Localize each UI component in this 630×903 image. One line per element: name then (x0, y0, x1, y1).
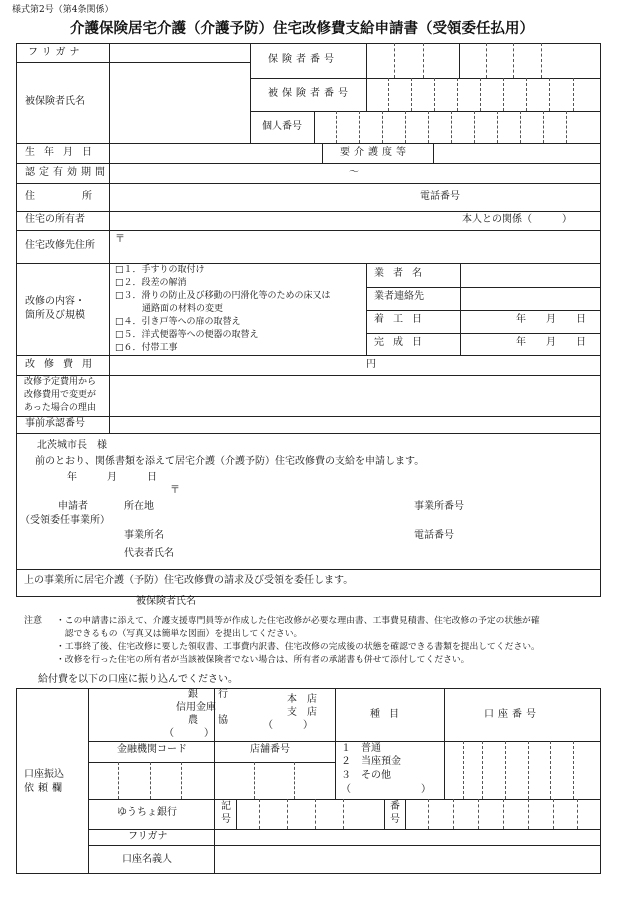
delegation-insured-name: 被保険者氏名 (136, 596, 196, 607)
renovation-address-label: 住宅改修先住所 (25, 240, 95, 251)
branch-type-branch[interactable]: 支 店 (287, 707, 317, 718)
account-type-other[interactable]: ３ その他 (341, 770, 391, 781)
account-holder-label: 口座名義人 (122, 854, 172, 865)
address-label: 住 所 (25, 191, 101, 202)
prior-approval-label: 事前承認番号 (25, 418, 85, 429)
renovation-item-4[interactable]: □４．引き戸等への扉の取替え (115, 317, 241, 327)
furigana-label: フリガナ (28, 47, 84, 58)
completion-date-label: 完成日 (374, 337, 431, 348)
postal-mark: 〒 (115, 234, 125, 245)
bank-type-other: （ ） (164, 728, 214, 739)
cert-period-label: 認定有効期間 (25, 167, 109, 178)
branch-type-main[interactable]: 本 店 (287, 694, 317, 705)
owner-label: 住宅の所有者 (25, 214, 85, 225)
representative-label: 代表者氏名 (124, 548, 174, 559)
account-type-current[interactable]: ２ 当座預金 (341, 756, 401, 767)
application-form-frame (16, 43, 601, 597)
account-no-header: 口座番号 (484, 709, 540, 720)
yen-unit: 円 (366, 359, 376, 370)
bank-type-shinkin[interactable]: 信用金庫 (176, 702, 216, 713)
note-3: ・改修を行った住宅の所有者が当該被保険者でない場合は、所有者の承諾書も併せて添付してください。 (56, 655, 470, 665)
bank-section-label-1: 口座振込 (24, 769, 64, 780)
note-2: ・工事終了後、住宅改修に要した領収書、工事費内訳書、住宅改修の完成後の状態を確認できる書類を提出してください。 (56, 642, 540, 652)
relation-label: 本人との関係（ ） (462, 214, 572, 225)
bank-type-bank[interactable]: 銀 行 (188, 689, 228, 700)
contractor-contact-label: 業者連絡先 (374, 291, 424, 302)
renovation-item-1[interactable]: □１．手すりの取付け (115, 265, 205, 275)
kigou-label-1: 記 (221, 801, 231, 812)
application-statement: 前のとおり、関係書類を添えて居宅介護（介護予防）住宅改修費の支給を申請します。 (35, 456, 425, 467)
completion-date-fmt: 年 月 日 (516, 337, 586, 348)
renovation-content-label-1: 改修の内容・ (25, 296, 85, 307)
applicant-postal: 〒 (170, 485, 180, 496)
bank-code-label: 金融機関コード (117, 744, 187, 755)
delegation-statement: 上の事業所に居宅介護（予防）住宅改修費の請求及び受領を委任します。 (24, 575, 354, 586)
change-reason-label-2: 改修費用で変更が (24, 390, 97, 400)
renovation-item-2[interactable]: □２．段差の解消 (115, 278, 187, 288)
kigou-label-2: 号 (221, 814, 231, 825)
account-type-ordinary[interactable]: １ 普通 (341, 743, 381, 754)
addressee: 北茨城市長 様 (37, 440, 107, 451)
office-name-label: 事業所名 (124, 530, 164, 541)
change-reason-label-1: 改修予定費用から (24, 377, 97, 387)
note-1: ・この申請書に添えて、介護支援専門員等が作成した住宅改修が必要な理由書、工事費見積書、住宅改修の予定の状態が確 (56, 616, 540, 626)
renovation-item-3-cont: 通路面の材料の変更 (115, 304, 224, 314)
application-date: 年 月 日 (67, 472, 157, 483)
phone-label: 電話番号 (420, 191, 460, 202)
insurer-no-label: 保険者番号 (268, 54, 338, 65)
bank-intro: 給付費を以下の口座に振り込んでください。 (38, 674, 238, 685)
cost-label: 改修費用 (25, 359, 101, 370)
bangou-label-1: 番 (390, 801, 400, 812)
contractor-label: 業者名 (374, 268, 431, 279)
bank-type-nokyo[interactable]: 農 協 (188, 715, 228, 726)
change-reason-label-3: あった場合の理由 (24, 403, 96, 413)
personal-no-label: 個人番号 (262, 121, 302, 132)
holder-furigana-label: フリガナ (128, 831, 168, 842)
account-type-other-spec: （ ） (341, 784, 431, 795)
renovation-item-3[interactable]: □３．滑りの防止及び移動の円滑化等のための床又は (115, 291, 331, 301)
notes-label: 注意 (24, 616, 43, 626)
bank-section-label-2: 依頼欄 (24, 783, 66, 794)
renovation-item-5[interactable]: □５．洋式便器等への便器の取替え (115, 330, 259, 340)
note-1-cont: 認できるもの（写真又は簡単な図面）を提出してください。 (56, 629, 303, 639)
office-phone-label: 電話番号 (414, 530, 454, 541)
cert-period-sep: ～ (349, 167, 359, 178)
bangou-label-2: 号 (390, 814, 400, 825)
insured-no-label: 被保険者番号 (268, 88, 352, 99)
renovation-content-label-2: 箇所及び規模 (25, 310, 85, 321)
start-date-label: 着工日 (374, 314, 431, 325)
branch-no-label: 店舗番号 (250, 744, 290, 755)
branch-type-other: （ ） (263, 720, 313, 731)
account-type-header: 種目 (370, 709, 408, 720)
page-title: 介護保険居宅介護（介護予防）住宅改修費支給申請書（受領委任払用） (70, 20, 534, 37)
birth-date-label: 生年月日 (25, 147, 101, 158)
start-date-fmt: 年 月 日 (516, 314, 586, 325)
applicant-label: 申請者 (58, 501, 88, 512)
form-number: 様式第2号（第4条関係） (12, 5, 114, 15)
renovation-item-6[interactable]: □６．付帯工事 (115, 343, 178, 353)
insured-name-label: 被保険者氏名 (25, 96, 85, 107)
location-label: 所在地 (124, 501, 154, 512)
yucho-label: ゆうちょ銀行 (117, 807, 177, 818)
care-level-label: 要介護度等 (340, 147, 410, 158)
office-no-label: 事業所番号 (414, 501, 464, 512)
applicant-sub-label: （受領委任事業所） (20, 515, 110, 526)
